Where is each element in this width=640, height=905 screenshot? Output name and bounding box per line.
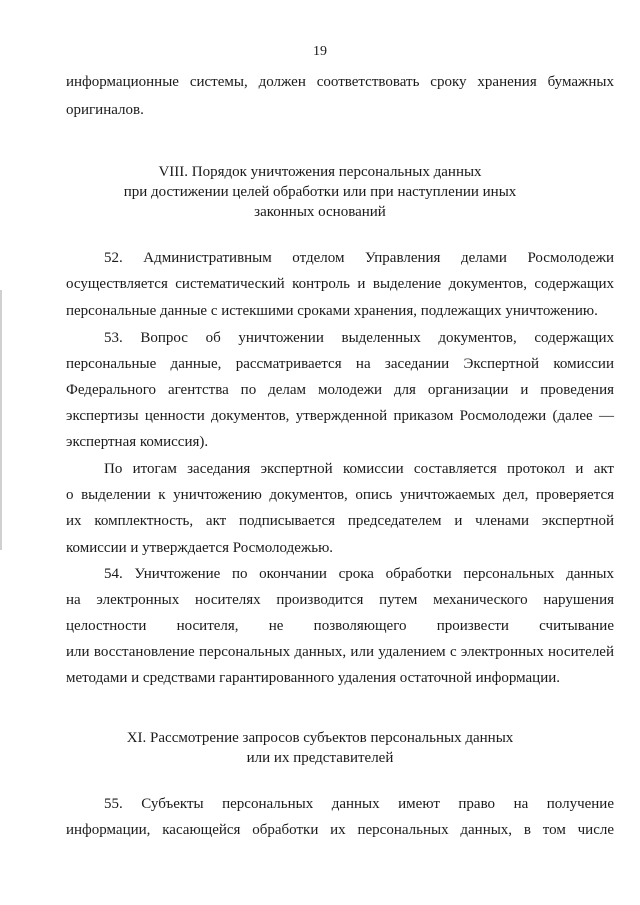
para-53-line-2: персональные данные, рассматривается на заседании Экспертной комиссии <box>66 356 614 372</box>
para-54-line-4: или восстановление персональных данных, или удалением с электронных носителей <box>66 644 614 660</box>
para-54-line-5: методами и средствами гарантированного удаления остаточной информации. <box>66 670 560 686</box>
section-8-title-line-3: законных оснований <box>254 204 386 220</box>
para-55-line-2: информации, касающейся обработки их персональных данных, в том числе <box>66 822 614 838</box>
para-53-line-3: Федерального агентства по делам молодежи для организации и проведения <box>66 382 614 398</box>
para-54-line-3: целостности носителя, не позволяющего произвести считывание <box>66 618 614 634</box>
para-55-line-1: 55. Субъекты персональных данных имеют право на получение <box>104 796 614 812</box>
para-53b-line-2: о выделении к уничтожению документов, опись уничтожаемых дел, проверяется <box>66 487 614 503</box>
section-8-title-line-1: VIII. Порядок уничтожения персональных данных <box>158 164 482 180</box>
para-52-line-2: осуществляется систематический контроль и выделение документов, содержащих <box>66 276 614 292</box>
page-number: 19 <box>313 44 327 59</box>
para-53-line-4: экспертизы ценности документов, утвержденной приказом Росмолодежи (далее — <box>66 408 614 424</box>
para-53b-line-3: их комплектность, акт подписывается председателем и членами экспертной <box>66 513 614 529</box>
para-52-line-3: персональные данные с истекшими сроками хранения, подлежащих уничтожению. <box>66 303 598 319</box>
scan-edge-mark <box>0 290 2 550</box>
intro-line-1: информационные системы, должен соответствовать сроку хранения бумажных <box>66 74 614 90</box>
para-54-line-2: на электронных носителях производится путем механического нарушения <box>66 592 614 608</box>
para-53b-line-1: По итогам заседания экспертной комиссии составляется протокол и акт <box>104 461 614 477</box>
para-52-line-1: 52. Административным отделом Управления делами Росмолодежи <box>104 250 614 266</box>
para-53b-line-4: комиссии и утверждается Росмолодежью. <box>66 540 334 556</box>
section-11-title-line-1: XI. Рассмотрение запросов субъектов персональных данных <box>126 730 514 746</box>
para-53-line-1: 53. Вопрос об уничтожении выделенных документов, содержащих <box>104 330 614 346</box>
section-8-title-line-2: при достижении целей обработки или при наступлении иных <box>123 184 517 200</box>
para-54-line-1: 54. Уничтожение по окончании срока обработки персональных данных <box>104 566 614 582</box>
para-53-line-5: экспертная комиссия). <box>66 434 209 450</box>
section-11-title-line-2: или их представителей <box>246 750 394 766</box>
intro-line-2: оригиналов. <box>66 102 144 118</box>
